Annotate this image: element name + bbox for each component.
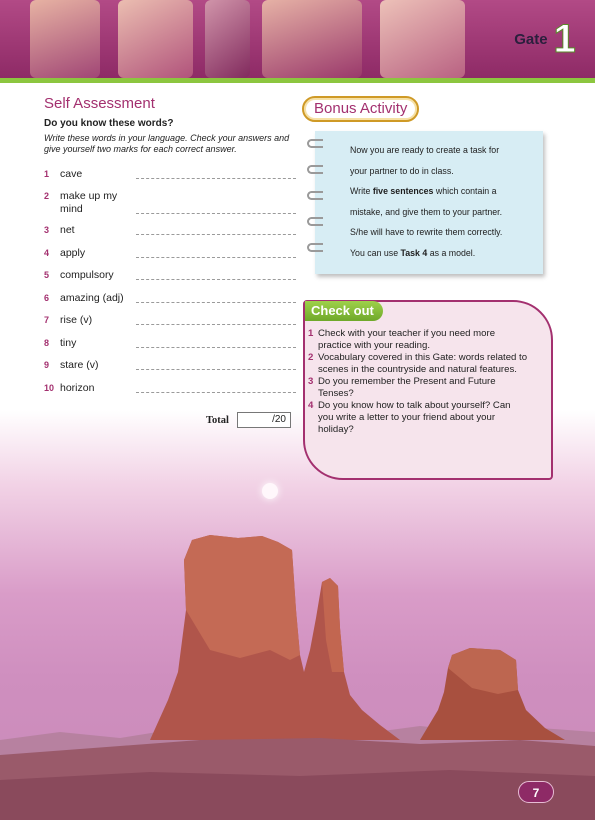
gate-number: 1 [553,16,576,61]
item-number: 6 [44,293,50,303]
item-number: 4 [44,248,50,258]
item-number: 10 [44,383,55,393]
answer-line[interactable] [136,257,296,258]
binder-ring-icon [307,139,323,148]
bonus-line: mistake, and give them to your partner. [350,206,503,217]
item-number: 9 [44,360,50,370]
bonus-activity-text [350,140,530,263]
bonus-line: Write five sentences which contain a [350,186,497,196]
list-item [308,328,528,352]
item-number: 3 [308,376,314,387]
item-number: 1 [308,328,314,339]
bonus-line: Now you are ready to create a task for [350,145,500,155]
item-number: 4 [308,400,314,411]
bonus-line: your partner to do in class. [350,165,454,176]
page-number: 7 [518,781,554,803]
list-item [44,382,284,404]
answer-line[interactable] [136,392,296,393]
answer-line[interactable] [136,369,296,370]
list-item [308,376,528,400]
bonus-activity-title: Bonus Activity [302,96,419,122]
binder-ring-icon [307,217,323,226]
item-number: 8 [44,338,50,348]
list-item [44,314,284,337]
item-text: Check with your teacher if you need more practice with your reading. [318,328,496,351]
item-word: make up my mind [60,190,118,215]
list-item [44,359,284,382]
item-word: horizon [60,382,95,394]
item-word: apply [60,247,86,259]
banner-photo [262,0,362,78]
item-word: compulsory [60,269,114,281]
list-item [44,168,284,190]
answer-line[interactable] [136,234,296,235]
item-word: tiny [60,337,77,349]
item-word: cave [60,168,83,180]
bonus-emphasis: five sentences [372,186,434,196]
binder-ring-icon [307,243,323,252]
bonus-line: S/he will have to rewrite them correctly. [350,227,503,237]
gate-badge [495,10,595,68]
list-item [44,292,284,314]
list-item [44,190,284,224]
gate-label: Gate [514,30,548,48]
list-item [44,337,284,359]
total-label: Total [206,414,229,426]
binder-ring-icon [307,165,323,174]
answer-line[interactable] [136,213,296,214]
list-item [44,247,284,269]
item-number: 1 [44,169,50,179]
self-assessment-question: Do you know these words? [44,118,174,129]
binder-ring-icon [307,191,323,200]
answer-line[interactable] [136,279,296,280]
banner-photo [205,0,250,78]
header-banner [0,0,595,78]
item-word: stare (v) [60,359,99,371]
item-number: 2 [44,191,50,201]
item-text: Do you know how to talk about yourself? Can you write a letter to your friend about your holiday? [318,400,511,435]
header-divider [0,78,595,83]
item-number: 7 [44,315,50,325]
self-assessment-instruction: Write these words in your language. Check your answers and give yourself two marks for each correct answer. [44,133,290,154]
answer-line[interactable] [136,347,296,348]
list-item [308,400,528,436]
total-score [206,412,291,428]
item-word: rise (v) [60,314,93,326]
check-out-title: Check out [305,301,383,321]
total-score-field[interactable]: /20 [237,412,291,428]
bonus-emphasis: Task 4 [400,247,428,258]
list-item [308,352,528,376]
list-item [44,269,284,292]
item-text: Do you remember the Present and Future Tenses? [318,376,496,399]
self-assessment-title: Self Assessment [44,95,155,112]
word-list [44,168,284,404]
item-number: 2 [308,352,314,363]
bonus-line: You can use Task 4 as a model. [350,247,476,258]
banner-photo [380,0,465,78]
item-text: Vocabulary covered in this Gate: words related to scenes in the countryside and natural features. [318,352,528,375]
answer-line[interactable] [136,178,296,179]
answer-line[interactable] [136,324,296,325]
banner-photo [30,0,100,78]
banner-photo [118,0,193,78]
check-out-list [308,328,528,436]
item-number: 5 [44,270,50,280]
item-word: amazing (adj) [60,292,124,304]
answer-line[interactable] [136,302,296,303]
list-item [44,224,284,247]
item-word: net [60,224,75,236]
item-number: 3 [44,225,50,235]
